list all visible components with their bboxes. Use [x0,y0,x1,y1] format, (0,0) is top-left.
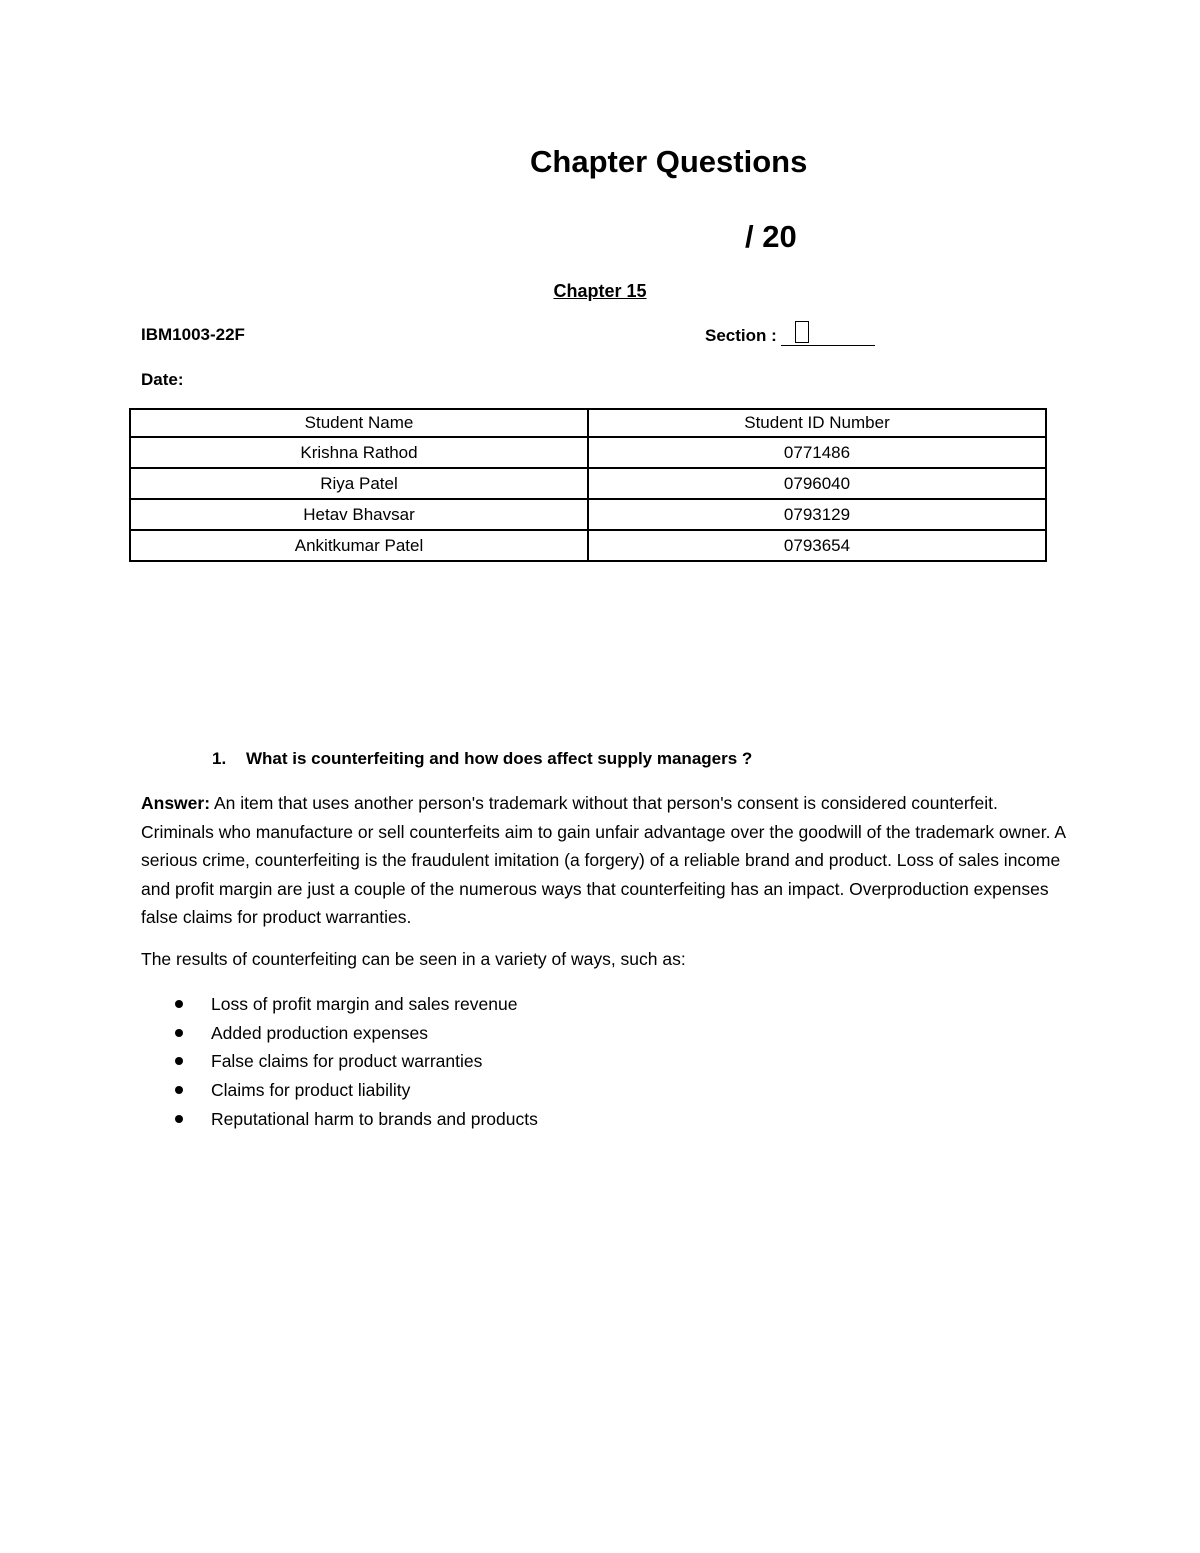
table-header-row [130,409,1046,437]
list-item [141,990,538,1019]
answer-paragraph [141,789,1066,932]
student-name-cell: Krishna Rathod [130,437,588,468]
question-text: What is counterfeiting and how does affect supply managers ? [246,749,753,768]
chapter-heading: Chapter 15 [553,281,647,301]
student-name-cell: Riya Patel [130,468,588,499]
section-blank-line [781,325,875,346]
list-item [141,1105,538,1134]
answer-text: An item that uses another person's trademark without that person's consent is considered counterfeit. Criminals who manufacture or sell counterfeits aim to gain unfair advantage over the goodwill of the trademark owner. A serious crime, counterfeiting is the fraudulent imitation (a forgery) of a reliable brand and product. Loss of sales income and profit margin are just a couple of the numerous ways that counterfeiting has an impact. Overproduction expenses false claims for product warranties. [141,793,1066,927]
results-intro: The results of counterfeiting can be seen in a variety of ways, such as: [141,949,686,969]
table-row [130,437,1046,468]
answer-label: Answer: [141,793,211,813]
section-label: Section : [705,326,777,345]
list-item [141,1076,538,1105]
column-header-student-name: Student Name [130,409,588,437]
course-code: IBM1003-22F [141,325,245,344]
list-item-text: Loss of profit margin and sales revenue [211,994,518,1014]
list-item [141,1019,538,1048]
table-row [130,468,1046,499]
missing-glyph-icon [795,321,809,343]
list-item-text: False claims for product warranties [211,1051,483,1072]
bullet-icon [175,1115,183,1123]
question-number: 1. [212,749,227,768]
student-id-cell: 0796040 [588,468,1046,499]
student-id-cell: 0771486 [588,437,1046,468]
page-title: Chapter Questions [530,144,808,179]
question-1 [212,749,752,769]
bullet-icon [175,1029,183,1037]
list-item-text: Claims for product liability [211,1080,411,1101]
score-label: / 20 [745,219,797,254]
results-list [141,990,538,1133]
table-row [130,530,1046,561]
column-header-student-id: Student ID Number [588,409,1046,437]
bullet-icon [175,1086,183,1094]
list-item-text: Added production expenses [211,1022,428,1043]
student-name-cell: Hetav Bhavsar [130,499,588,530]
date-label: Date: [141,370,184,389]
table-row [130,499,1046,530]
list-item-text: Reputational harm to brands and products [211,1108,538,1129]
list-item [141,1047,538,1076]
bullet-icon [175,1000,183,1008]
students-table [129,408,1047,562]
section-field [705,325,875,346]
bullet-icon [175,1057,183,1065]
student-name-cell: Ankitkumar Patel [130,530,588,561]
student-id-cell: 0793654 [588,530,1046,561]
student-id-cell: 0793129 [588,499,1046,530]
